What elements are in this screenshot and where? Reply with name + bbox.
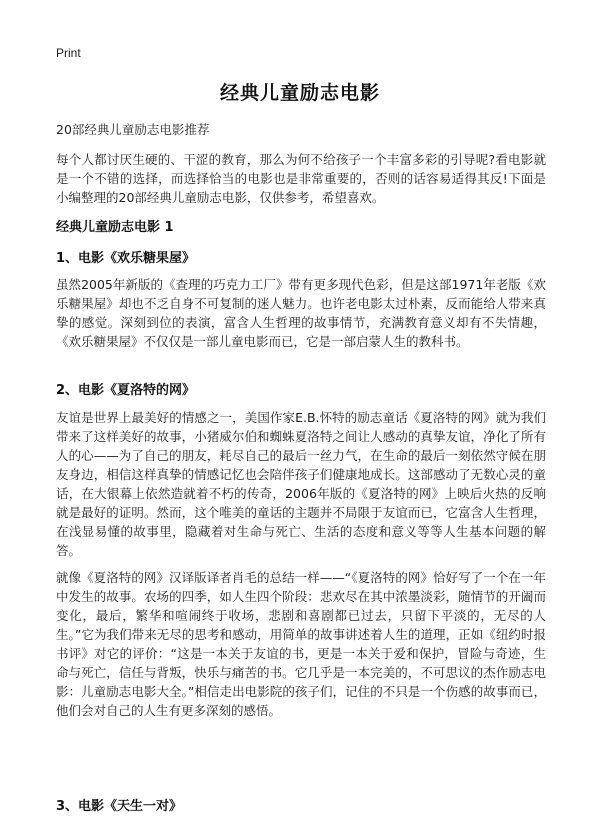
print-link[interactable]: Print [56,46,81,60]
movie-heading: 3、电影《天生一对》 [56,799,183,814]
movie-heading: 2、电影《夏洛特的网》 [56,383,196,398]
movie-heading: 1、电影《欢乐糖果屋》 [56,251,196,266]
movie-paragraph: 就像《夏洛特的网》汉译版译者肖毛的总结一样——“《夏洛特的网》恰好写了一个在一年中发生的故事。农场的四季，如人生四个阶段：悲欢尽在其中浓墨淡彩，随情节的开阖而变化，最后，繁华和喧闹终于收场，悲剧和喜剧都已过去，只留下平淡的，无尽的人生。”它为我们带来无尽的思考和感动，用简单的故事讲述着人生的道理，正如《纽约时报书评》对它的评价：“这是一本关于友谊的书，更是一本关于爱和保护，冒险与奇迹，生命与死亡，信任与背叛，快乐与痛苦的书。它几乎是一本完美的，不可思议的杰作励志电影：儿童励志电影大全。”相信走出电影院的孩子们，记住的不只是一个伤感的故事而已，他们会对自己的人生有更多深刻的感悟。 [56,570,546,718]
subtitle: 20部经典儿童励志电影推荐 [56,122,210,137]
page-title: 经典儿童励志电影 [219,82,380,104]
section-heading: 经典儿童励志电影 1 [56,220,174,235]
movie-paragraph: 虽然2005年新版的《查理的巧克力工厂》带有更多现代色彩，但是这部1971年老版《欢乐糖果屋》却也不乏自身不可复制的迷人魅力。也许老电影太过朴素，反而能给人带来真挚的感觉。深刻到位的表演，富含人生哲理的故事情节，充满教育意义却有不失情趣，《欢乐糖果屋》不仅仅是一部儿童电影而已，它是一部启蒙人生的教科书。 [56,277,546,349]
intro-paragraph: 每个人都讨厌生硬的、干涩的教育，那么为何不给孩子一个丰富多彩的引导呢?看电影就是一个不错的选择，而选择恰当的电影也是非常重要的，否则的话容易适得其反!下面是小编整理的20部经典儿童励志电影，仅供参考，希望喜欢。 [56,152,546,205]
movie-paragraph: 友谊是世界上最美好的情感之一，美国作家E.B.怀特的励志童话《夏洛特的网》就为我们带来了这样美好的故事，小猪威尔伯和蜘蛛夏洛特之间让人感动的真挚友谊，净化了所有人的心——为了自己的朋友，耗尽自己的最后一丝力气，在生命的最后一刻依然守候在朋友身边，相信这样真挚的情感记忆也会陪伴孩子们健康地成长。这部感动了无数心灵的童话，在大银幕上依然造就着不朽的传奇，2006年版的《夏洛特的网》上映后火热的反响就是最好的证明。然而，这个唯美的童话的主题并不局限于友谊而已，它富含人生哲理，在浅显易懂的故事里，隐藏着对生命与死亡、生活的态度和意义等等人生基本问题的解答。 [56,410,546,558]
